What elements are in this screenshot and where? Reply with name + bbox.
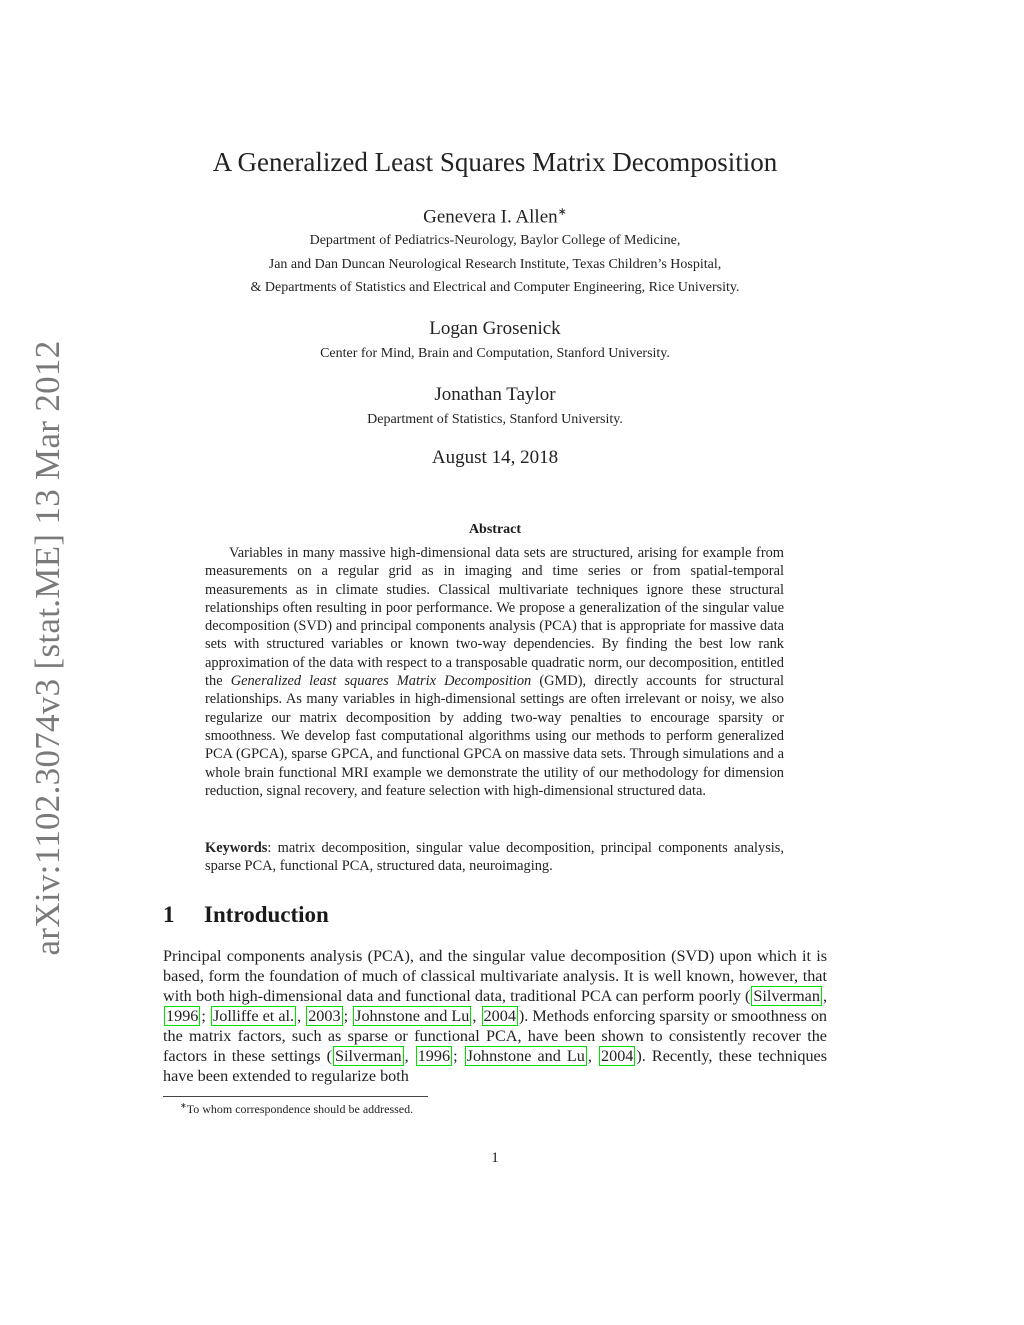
citation-separator: , [472,1007,481,1025]
citation-link[interactable]: Silverman [753,987,820,1005]
citation-separator: ; [201,1007,210,1025]
abstract-italic-term: Generalized least squares Matrix Decomposition [230,673,532,690]
section-heading [163,902,329,928]
citation-link[interactable]: Johnstone and Lu [355,1007,470,1025]
citation-year-link[interactable]: 1996 [417,1047,451,1065]
abstract-heading: Abstract [468,522,522,537]
affiliation-line: Department of Statistics, Stanford University. [367,412,623,427]
affiliation-line: Jan and Dan Duncan Neurological Research Institute, Texas Children’s Hospital, [268,257,722,272]
citation-link[interactable]: Jolliffe et al. [212,1007,295,1025]
introduction-paragraph [163,946,827,1086]
footnote-mark: ∗ [180,1101,187,1110]
section-title: Introduction [204,902,329,927]
keywords-text: : matrix decomposition, singular value decomposition, principal components analysis, sparse PCA, functional PCA, structured data, neuroimaging. [205,840,784,875]
abstract-text: (GMD), directly accounts for structural relationships. As many variables in high-dimensional settings are often irrelevant or noisy, we also regularize our matrix decomposition by adding two-way penalties to encourage sparsity or smoothness. We develop fast computational algorithms using our methods to perform generalized PCA (GPCA), sparse GPCA, and functional GPCA on massive data sets. Through simulations and a whole brain functional MRI example we demonstrate the utility of our methodology for dimension reduction, signal recovery, and feature selection with high-dimensional structured data. [205,673,784,799]
abstract-text: Variables in many massive high-dimensional data sets are structured, arising for example from measurements on a regular grid as in imaging and time series or from spatial-temporal measurements as in climate studies. Classical multivariate techniques ignore these structural relationships often resulting in poor performance. We propose a generalization of the singular value decomposition (SVD) and principal components analysis (PCA) that is appropriate for massive data sets with structured variables or known two-way dependencies. By finding the best low rank approximation of the data with respect to a transposable quadratic norm, our decomposition, entitled the [205,545,784,690]
citation-link[interactable]: Johnstone and Lu [466,1047,585,1065]
citation-separator: , [587,1047,599,1065]
author-name-grosenick: Logan Grosenick [429,318,561,339]
footnote-divider [163,1096,428,1097]
affiliation-line: Department of Pediatrics-Neurology, Baylor College of Medicine, [309,233,681,248]
footnote [180,1101,413,1117]
citation-separator: ; [453,1047,464,1065]
author-name-allen [0,205,990,228]
citation-separator: ; [343,1007,353,1025]
citation-separator: , [297,1007,306,1025]
section-number: 1 [163,902,175,927]
intro-text: ). Recently, these techniques have been extended to regularize both [163,1047,828,1085]
page-number: 1 [491,1150,499,1166]
citation-year-link[interactable]: 2004 [601,1047,634,1065]
author-name-text: Genevera I. Allen [423,206,558,228]
keywords [205,839,784,876]
paper-date: August 14, 2018 [431,447,559,468]
affiliation-line: & Departments of Statistics and Electrical and Computer Engineering, Rice University. [250,280,740,295]
citation-link[interactable]: Silverman [335,1047,402,1065]
author-name-taylor: Jonathan Taylor [434,384,556,405]
abstract-body [205,544,784,800]
footnote-text: To whom correspondence should be addressed. [186,1102,414,1116]
paper-title: A Generalized Least Squares Matrix Decomposition [212,147,778,177]
intro-text: ). Methods enforcing sparsity or smoothness on the matrix factors, such as sparse or functional PCA, have been shown to consistently recover the factors in these settings ( [163,1007,828,1065]
arxiv-identifier-stamp: arXiv:1102.3074v3 [stat.ME] 13 Mar 2012 [28,340,67,956]
citation-year-link[interactable]: 2003 [308,1007,341,1025]
intro-text: Principal components analysis (PCA), and the singular value decomposition (SVD) upon which it is based, form the foundation of much of classical multivariate analysis. It is well known, however, that with both high-dimensional data and functional data, traditional PCA can perform poorly ( [163,947,827,1005]
footnote-mark[interactable]: ∗ [557,206,567,218]
keywords-label: Keywords [205,840,268,856]
citation-separator: , [822,987,827,1005]
citation-year-link[interactable]: 2004 [483,1007,516,1025]
citation-separator: , [404,1047,415,1065]
citation-year-link[interactable]: 1996 [166,1007,199,1025]
affiliation-line: Center for Mind, Brain and Computation, Stanford University. [320,346,670,361]
